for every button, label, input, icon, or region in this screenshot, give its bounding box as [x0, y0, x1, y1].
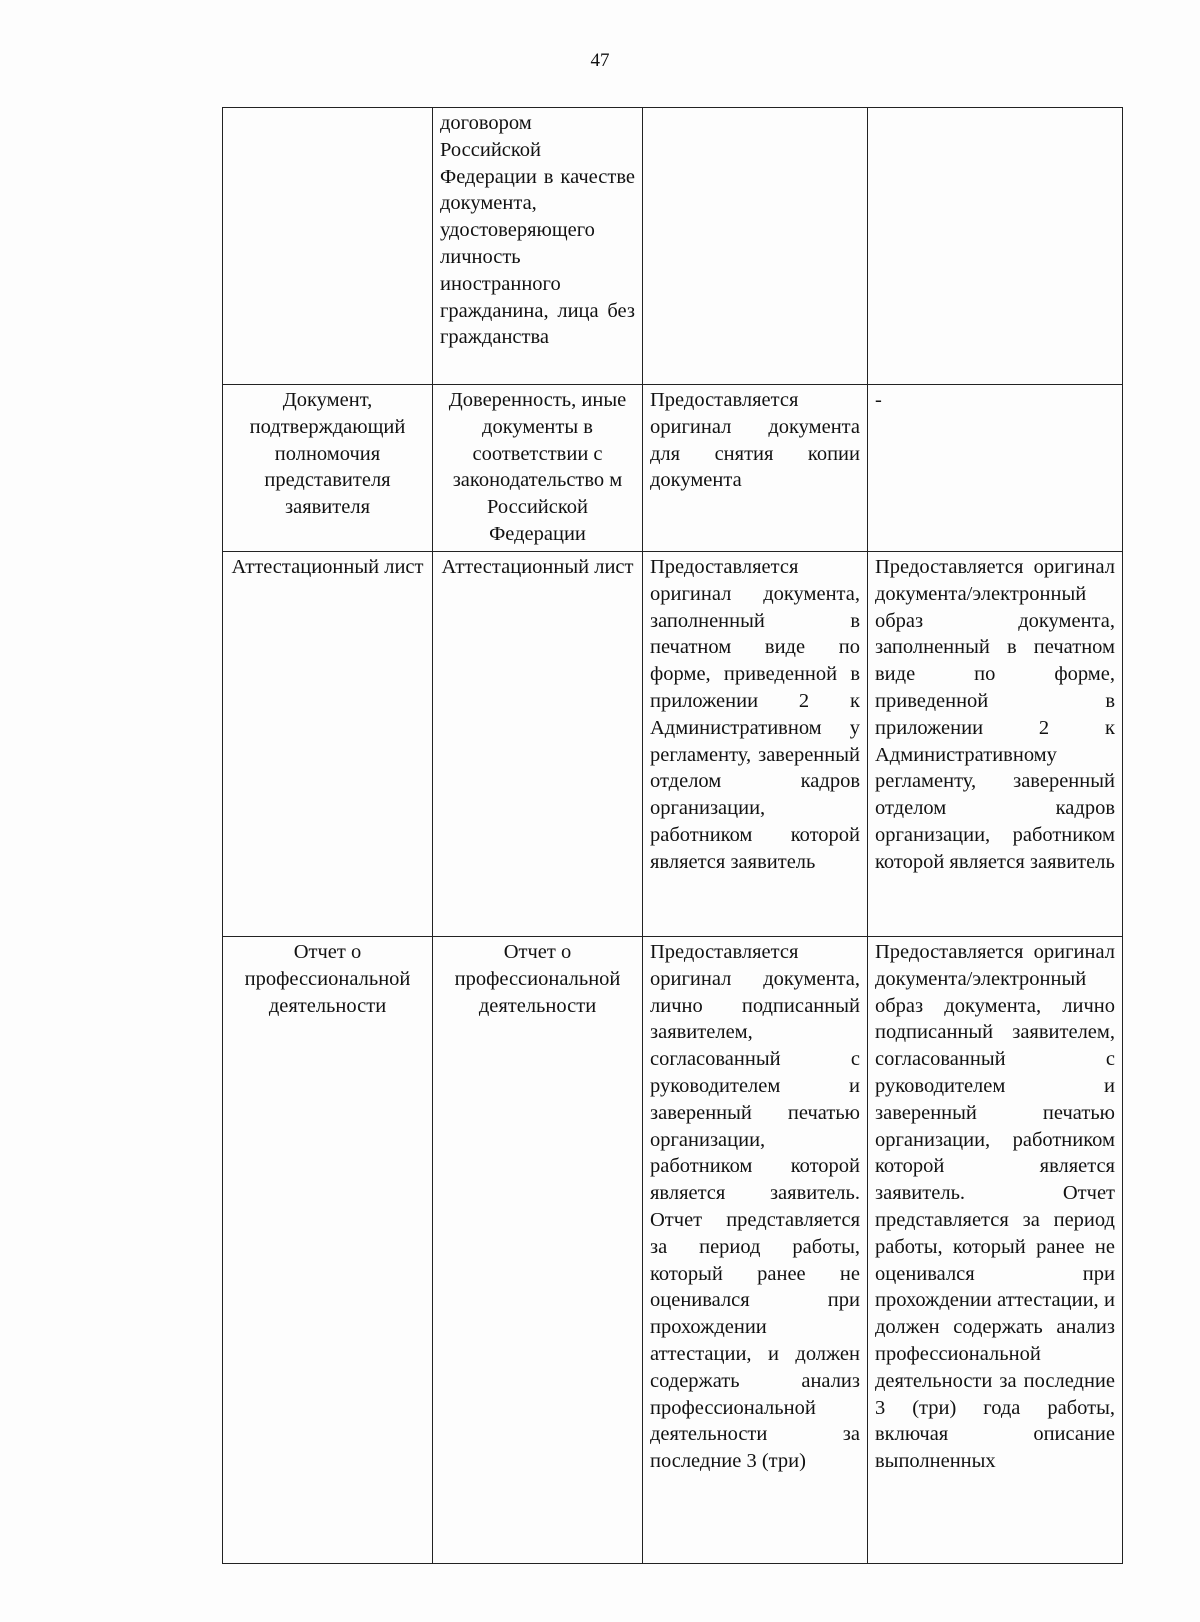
- table-row: [223, 552, 1123, 937]
- table-cell: [868, 552, 1123, 937]
- table-row: [223, 385, 1123, 552]
- table-cell: [433, 385, 643, 552]
- table-row: [223, 937, 1123, 1564]
- document-type: договором Российской Федерации в качестве документа, удостоверяющего личность иностранного гражданина, лица без гражданства: [440, 112, 635, 349]
- document-name: Документ, подтверждающий полномочия представителя заявителя: [249, 389, 406, 519]
- table-cell: [223, 385, 433, 552]
- table-cell: [223, 552, 433, 937]
- document-type: Доверенность, иные документы в соответствии с законодательство м Российской Федерации: [448, 389, 627, 545]
- documents-table: [222, 107, 1123, 1564]
- document-type: Отчет о профессиональной деятельности: [454, 941, 621, 1017]
- table-cell: [433, 937, 643, 1564]
- table-row: [223, 108, 1123, 385]
- electronic-requirement: -: [875, 389, 882, 411]
- table-cell: [643, 552, 868, 937]
- in-person-requirement: Предоставляется оригинал документа для снятия копии документа: [650, 389, 860, 492]
- table-cell: [433, 552, 643, 937]
- document-type: Аттестационный лист: [441, 556, 634, 578]
- electronic-requirement: Предоставляется оригинал документа/электронный образ документа, заполненный в печатном виде по форме, приведенной в приложении 2 к Административному регламенту, заверенный отделом кадров организации, работником которой является заявитель: [875, 556, 1115, 873]
- table-cell: [223, 108, 433, 385]
- electronic-requirement: Предоставляется оригинал документа/электронный образ документа, лично подписанный заявителем, согласованный с руководителем и заверенный печатью организации, работником которой является заявитель. Отчет представляется за период работы, который ранее не оценивался при прохождении аттестации, и должен содержать анализ профессиональной деятельности за последние 3 (три) года работы, включая описание выполненных: [875, 941, 1115, 1473]
- document-name: Отчет о профессиональной деятельности: [244, 941, 411, 1017]
- table-cell: [643, 937, 868, 1564]
- page-number: 47: [590, 50, 610, 71]
- table-cell: [643, 108, 868, 385]
- table-cell: [868, 385, 1123, 552]
- in-person-requirement: Предоставляется оригинал документа, лично подписанный заявителем, согласованный с руководителем и заверенный печатью организации, работником которой является заявитель. Отчет представляется за период работы, который ранее не оценивался при прохождении аттестации, и должен содержать анализ профессиональной деятельности за последние 3 (три): [650, 941, 860, 1473]
- table-cell: [223, 937, 433, 1564]
- document-name: Аттестационный лист: [231, 556, 424, 578]
- in-person-requirement: Предоставляется оригинал документа, заполненный в печатном виде по форме, приведенной в приложении 2 к Административном у регламенту, заверенный отделом кадров организации, работником которой является заявитель: [650, 556, 860, 873]
- table-cell: [868, 937, 1123, 1564]
- table-cell: [433, 108, 643, 385]
- table-cell: [868, 108, 1123, 385]
- table-cell: [643, 385, 868, 552]
